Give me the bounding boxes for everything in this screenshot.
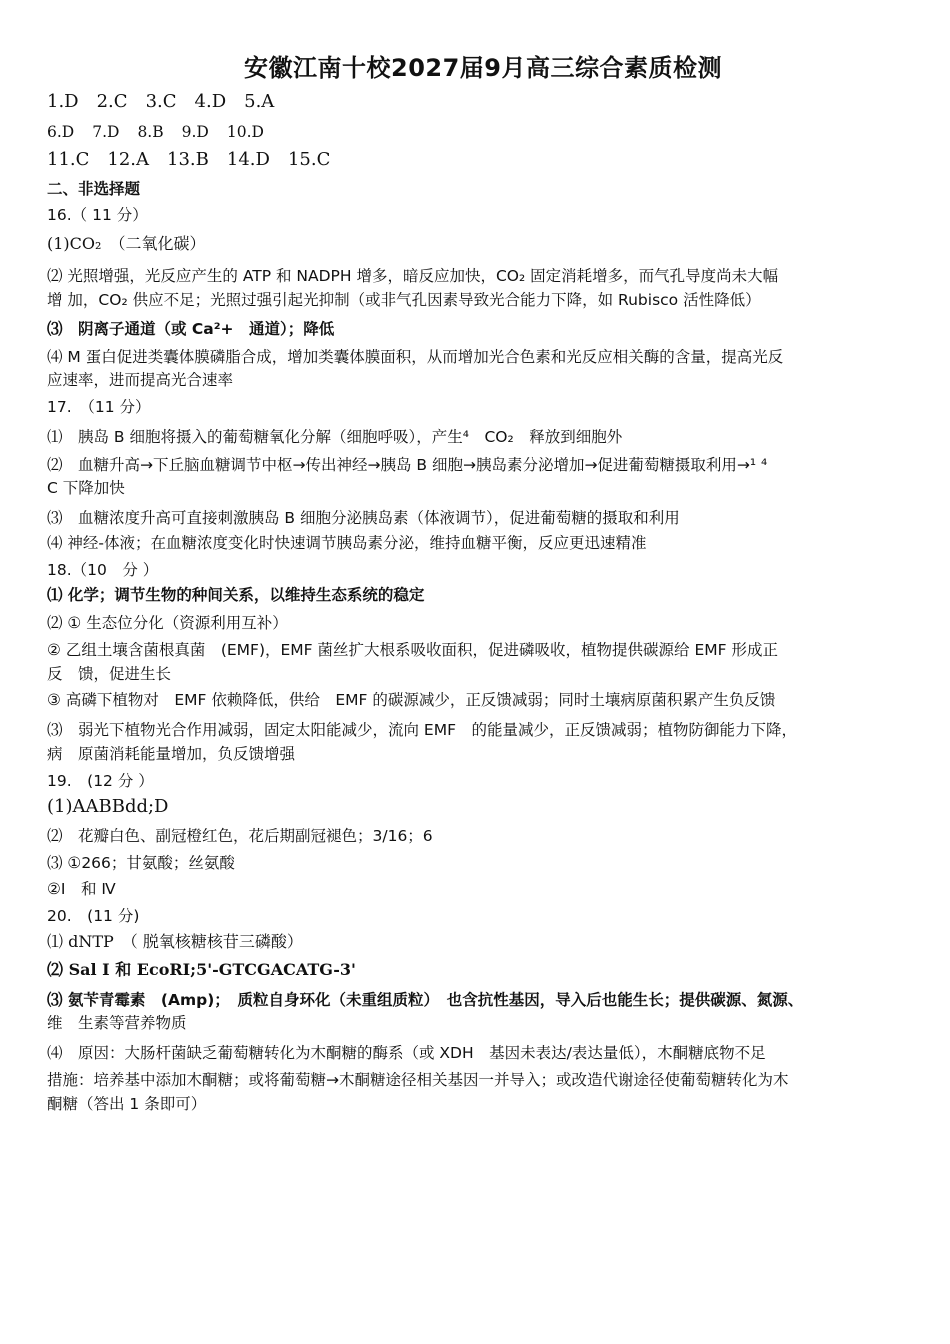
q20-answer-3: ⑶ 氨苄青霉素 (Amp)； 质粒自身环化（未重组质粒） 也含抗性基因，导入后也能生长；提供碳源、氮源、 (47, 991, 804, 1009)
q18-heading: 18.（10 分 ） (47, 561, 159, 579)
choice-answer: 5.A (244, 91, 275, 112)
q16-answer-2: ⑵ 光照增强，光反应产生的 ATP 和 NADPH 增多，暗反应加快，CO₂ 固定消耗增多，而气孔导度尚未大幅 (47, 267, 779, 285)
q17-heading: 17. （11 分） (47, 398, 151, 416)
q17-answer-3: ⑶ 血糖浓度升高可直接刺激胰岛 B 细胞分泌胰岛素（体液调节），促进葡萄糖的摄取和利用 (47, 509, 680, 527)
q19-answer-2: ⑵ 花瓣白色、副冠橙红色，花后期副冠褪色；3/16；6 (47, 827, 433, 845)
choice-answer: 9.D (181, 123, 209, 141)
q16-answer-4: ⑷ M 蛋白促进类囊体膜磷脂合成，增加类囊体膜面积，从而增加光合色素和光反应相关酶的含量，提高光反 (47, 348, 784, 366)
choice-answer: 6.D (47, 123, 75, 141)
choice-answer: 2.C (96, 91, 128, 112)
q20-answer-3-cont: 维 生素等营养物质 (47, 1014, 187, 1032)
choice-answer: 10.D (226, 123, 264, 141)
choice-answer: 14.D (226, 149, 270, 170)
q20-answer-5: 措施：培养基中添加木酮糖；或将葡萄糖→木酮糖途径相关基因一并导入；或改造代谢途径使葡萄糖转化为木 (47, 1071, 789, 1089)
choice-row-1 (47, 91, 907, 113)
q19-heading: 19. (12 分 ） (47, 772, 154, 790)
choice-answer: 8.B (137, 123, 164, 141)
q18-answer-3: ② 乙组土壤含菌根真菌 (EMF)，EMF 菌丝扩大根系吸收面积，促进磷吸收，植物提供碳源给 EMF 形成正 (47, 641, 778, 659)
choice-answer: 13.B (167, 149, 209, 170)
q20-answer-2: ⑵ Sal I 和 EcoRI;5'-GTCGACATG-3' (47, 960, 356, 979)
q16-heading: 16.（ 11 分） (47, 206, 148, 224)
section-heading: 二、非选择题 (47, 180, 141, 198)
q18-answer-4: ③ 高磷下植物对 EMF 依赖降低，供给 EMF 的碳源减少，正反馈减弱；同时土壤病原菌积累产生负反馈 (47, 691, 776, 709)
q18-answer-3-cont: 反 馈，促进生长 (47, 665, 172, 683)
q19-answer-4: ②I 和 Ⅳ (47, 880, 116, 898)
choice-answer: 3.C (145, 91, 177, 112)
choice-answer: 7.D (92, 123, 120, 141)
q18-answer-5: ⑶ 弱光下植物光合作用减弱，固定太阳能减少，流向 EMF 的能量减少，正反馈减弱；植物防御能力下降， (47, 721, 798, 739)
q17-answer-4: ⑷ 神经-体液；在血糖浓度变化时快速调节胰岛素分泌，维持血糖平衡，反应更迅速精准 (47, 534, 647, 552)
q17-answer-2: ⑵ 血糖升高→下丘脑血糖调节中枢→传出神经→胰岛 B 细胞→胰岛素分泌增加→促进葡萄糖摄取利用→¹ ⁴ (47, 456, 768, 474)
choice-answer: 4.D (194, 91, 227, 112)
q18-answer-5-cont: 病 原菌消耗能量增加，负反馈增强 (47, 745, 296, 763)
q17-answer-1: ⑴ 胰岛 B 细胞将摄入的葡萄糖氧化分解（细胞呼吸），产生⁴ CO₂ 释放到细胞外 (47, 428, 623, 446)
q19-answer-3: ⑶ ①266；甘氨酸；丝氨酸 (47, 854, 235, 872)
page-title: 安徽江南十校2027届9月高三综合素质检测 (244, 54, 722, 82)
choice-row-2 (47, 121, 907, 143)
choice-answer: 11.C (47, 149, 90, 170)
choice-row-3 (47, 149, 907, 171)
q16-answer-3: ⑶ 阴离子通道（或 Ca²+ 通道）；降低 (47, 320, 335, 338)
q17-answer-2-cont: C 下降加快 (47, 479, 125, 497)
q20-heading: 20. (11 分) (47, 907, 140, 925)
q16-answer-1: (1)CO₂ （二氧化碳） (47, 234, 206, 253)
q16-answer-4-cont: 应速率，进而提高光合速率 (47, 371, 234, 389)
q16-answer-2-cont: 增 加，CO₂ 供应不足；光照过强引起光抑制（或非气孔因素导致光合能力下降，如 Rubisco 活性降低） (47, 291, 761, 309)
q20-answer-1: ⑴ dNTP （ 脱氧核糖核苷三磷酸） (47, 932, 303, 951)
q18-answer-1: ⑴ 化学；调节生物的种间关系，以维持生态系统的稳定 (47, 586, 425, 604)
q20-answer-5-cont: 酮糖（答出 1 条即可） (47, 1095, 207, 1113)
choice-answer: 15.C (287, 149, 331, 170)
choice-answer: 1.D (47, 91, 79, 112)
q18-answer-2: ⑵ ① 生态位分化（资源利用互补） (47, 614, 288, 632)
choice-answer: 12.A (107, 149, 150, 170)
q20-answer-4: ⑷ 原因：大肠杆菌缺乏葡萄糖转化为木酮糖的酶系（或 XDH 基因未表达/表达量低），木酮糖底物不足 (47, 1044, 766, 1062)
q19-answer-1: (1)AABBdd;D (47, 796, 169, 817)
